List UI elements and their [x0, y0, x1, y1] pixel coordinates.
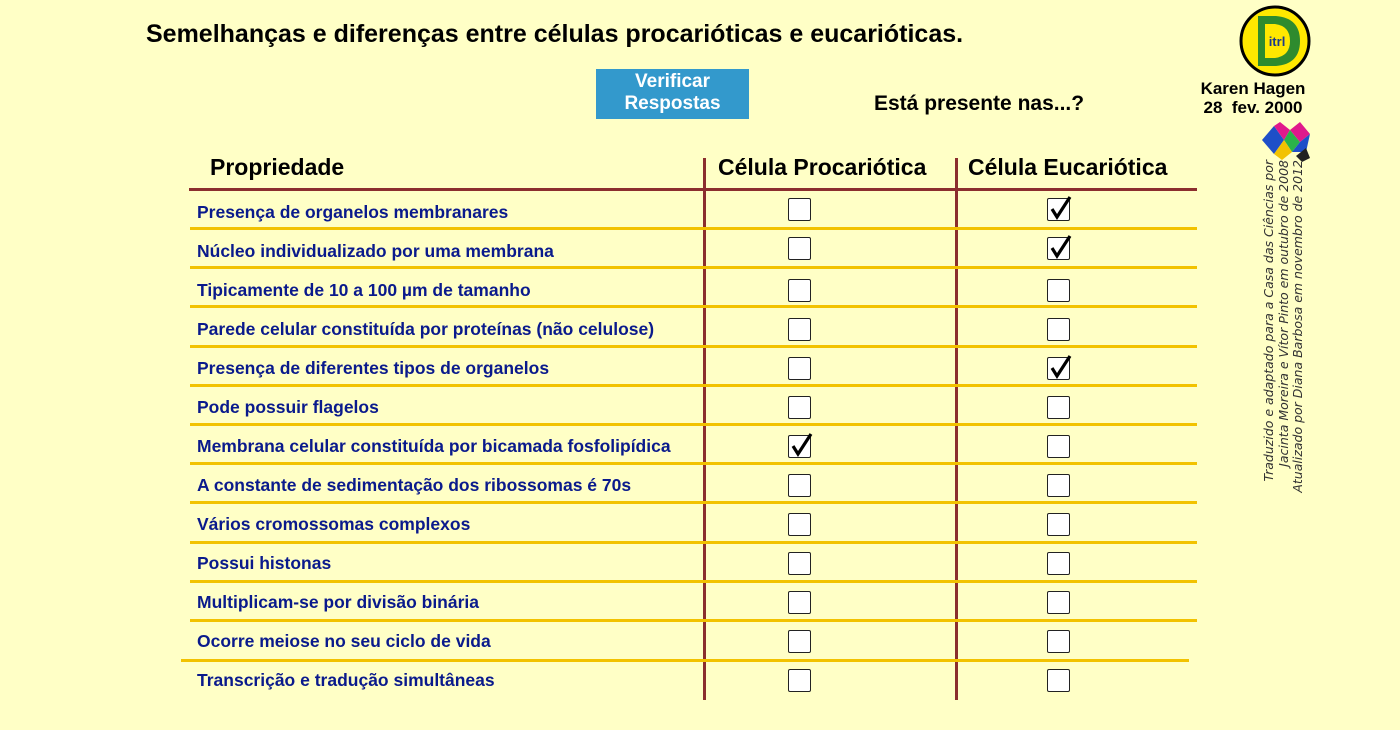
- row-divider: [190, 580, 1197, 583]
- verify-answers-label-line2: Respostas: [624, 93, 721, 114]
- verify-answers-button[interactable]: [596, 69, 749, 119]
- eukaryote-checkbox[interactable]: [1047, 357, 1070, 380]
- credit-line: Atualizado por Diana Barbosa em novembro de 2012: [1290, 160, 1305, 493]
- row-divider: [190, 462, 1197, 465]
- author-date: 28 fev. 2000: [1203, 98, 1303, 117]
- eukaryote-checkbox[interactable]: [1047, 435, 1070, 458]
- row-divider: [190, 266, 1197, 269]
- prokaryote-checkbox[interactable]: [788, 513, 811, 536]
- row-divider: [190, 423, 1197, 426]
- author-info: [1188, 79, 1318, 117]
- checkmark-icon: [1049, 234, 1073, 260]
- header-prokaryote: Célula Procariótica: [718, 154, 927, 180]
- property-label: Ocorre meiose no seu ciclo de vida: [197, 631, 491, 651]
- property-label: Possui histonas: [197, 553, 332, 573]
- row-divider: [181, 659, 1189, 662]
- credit-line: Traduzido e adaptado para a Casa das Ciências por: [1261, 160, 1276, 482]
- eukaryote-checkbox[interactable]: [1047, 513, 1070, 536]
- prokaryote-checkbox[interactable]: [788, 630, 811, 653]
- row-divider: [190, 619, 1197, 622]
- row-divider: [190, 305, 1197, 308]
- prokaryote-checkbox[interactable]: [788, 198, 811, 221]
- question-prompt: Está presente nas...?: [874, 92, 1085, 115]
- eukaryote-checkbox[interactable]: [1047, 630, 1070, 653]
- checkmark-icon: [1049, 195, 1073, 221]
- prokaryote-checkbox[interactable]: [788, 279, 811, 302]
- prokaryote-checkbox[interactable]: [788, 552, 811, 575]
- prokaryote-checkbox[interactable]: [788, 591, 811, 614]
- prokaryote-checkbox[interactable]: [788, 435, 811, 458]
- property-label: Pode possuir flagelos: [197, 397, 379, 417]
- property-label: Parede celular constituída por proteínas (não celulose): [197, 319, 655, 339]
- property-label: Vários cromossomas complexos: [197, 514, 471, 534]
- prokaryote-checkbox[interactable]: [788, 237, 811, 260]
- row-divider: [190, 345, 1197, 348]
- prokaryote-checkbox[interactable]: [788, 318, 811, 341]
- property-label: A constante de sedimentação dos ribossomas é 70s: [197, 475, 632, 495]
- ditrl-logo-icon: [1238, 4, 1312, 78]
- eukaryote-checkbox[interactable]: [1047, 669, 1070, 692]
- credit-line: Jacinta Moreira e Vítor Pinto em outubro de 2008: [1275, 160, 1291, 467]
- author-name: Karen Hagen: [1200, 79, 1306, 98]
- property-label: Presença de diferentes tipos de organelos: [197, 358, 550, 378]
- property-label: Transcrição e tradução simultâneas: [197, 670, 495, 690]
- eukaryote-checkbox[interactable]: [1047, 591, 1070, 614]
- logo-text: itrl: [1268, 34, 1286, 49]
- prokaryote-checkbox[interactable]: [788, 669, 811, 692]
- page-title: Semelhanças e diferenças entre células procarióticas e eucarióticas.: [146, 20, 964, 48]
- eukaryote-checkbox[interactable]: [1047, 474, 1070, 497]
- prokaryote-checkbox[interactable]: [788, 474, 811, 497]
- header-eukaryote: Célula Eucariótica: [968, 154, 1168, 180]
- header-property: Propriedade: [210, 154, 345, 180]
- prokaryote-checkbox[interactable]: [788, 357, 811, 380]
- row-divider: [190, 541, 1197, 544]
- eukaryote-checkbox[interactable]: [1047, 552, 1070, 575]
- eukaryote-checkbox[interactable]: [1047, 198, 1070, 221]
- eukaryote-checkbox[interactable]: [1047, 318, 1070, 341]
- row-divider: [190, 227, 1197, 230]
- eukaryote-checkbox[interactable]: [1047, 396, 1070, 419]
- translation-credits: [1262, 160, 1306, 520]
- property-label: Núcleo individualizado por uma membrana: [197, 241, 554, 261]
- verify-answers-label-line1: Verificar: [635, 71, 710, 92]
- eukaryote-checkbox[interactable]: [1047, 279, 1070, 302]
- eukaryote-checkbox[interactable]: [1047, 237, 1070, 260]
- checkmark-icon: [1049, 354, 1073, 380]
- row-divider: [190, 384, 1197, 387]
- prokaryote-checkbox[interactable]: [788, 396, 811, 419]
- checkmark-icon: [790, 432, 814, 458]
- colorful-cube-logo-icon: [1260, 122, 1312, 162]
- header-divider: [189, 188, 1197, 191]
- property-label: Multiplicam-se por divisão binária: [197, 592, 480, 612]
- property-label: Tipicamente de 10 a 100 µm de tamanho: [197, 280, 531, 300]
- property-label: Presença de organelos membranares: [197, 202, 509, 222]
- property-label: Membrana celular constituída por bicamada fosfolipídica: [197, 436, 671, 456]
- row-divider: [190, 501, 1197, 504]
